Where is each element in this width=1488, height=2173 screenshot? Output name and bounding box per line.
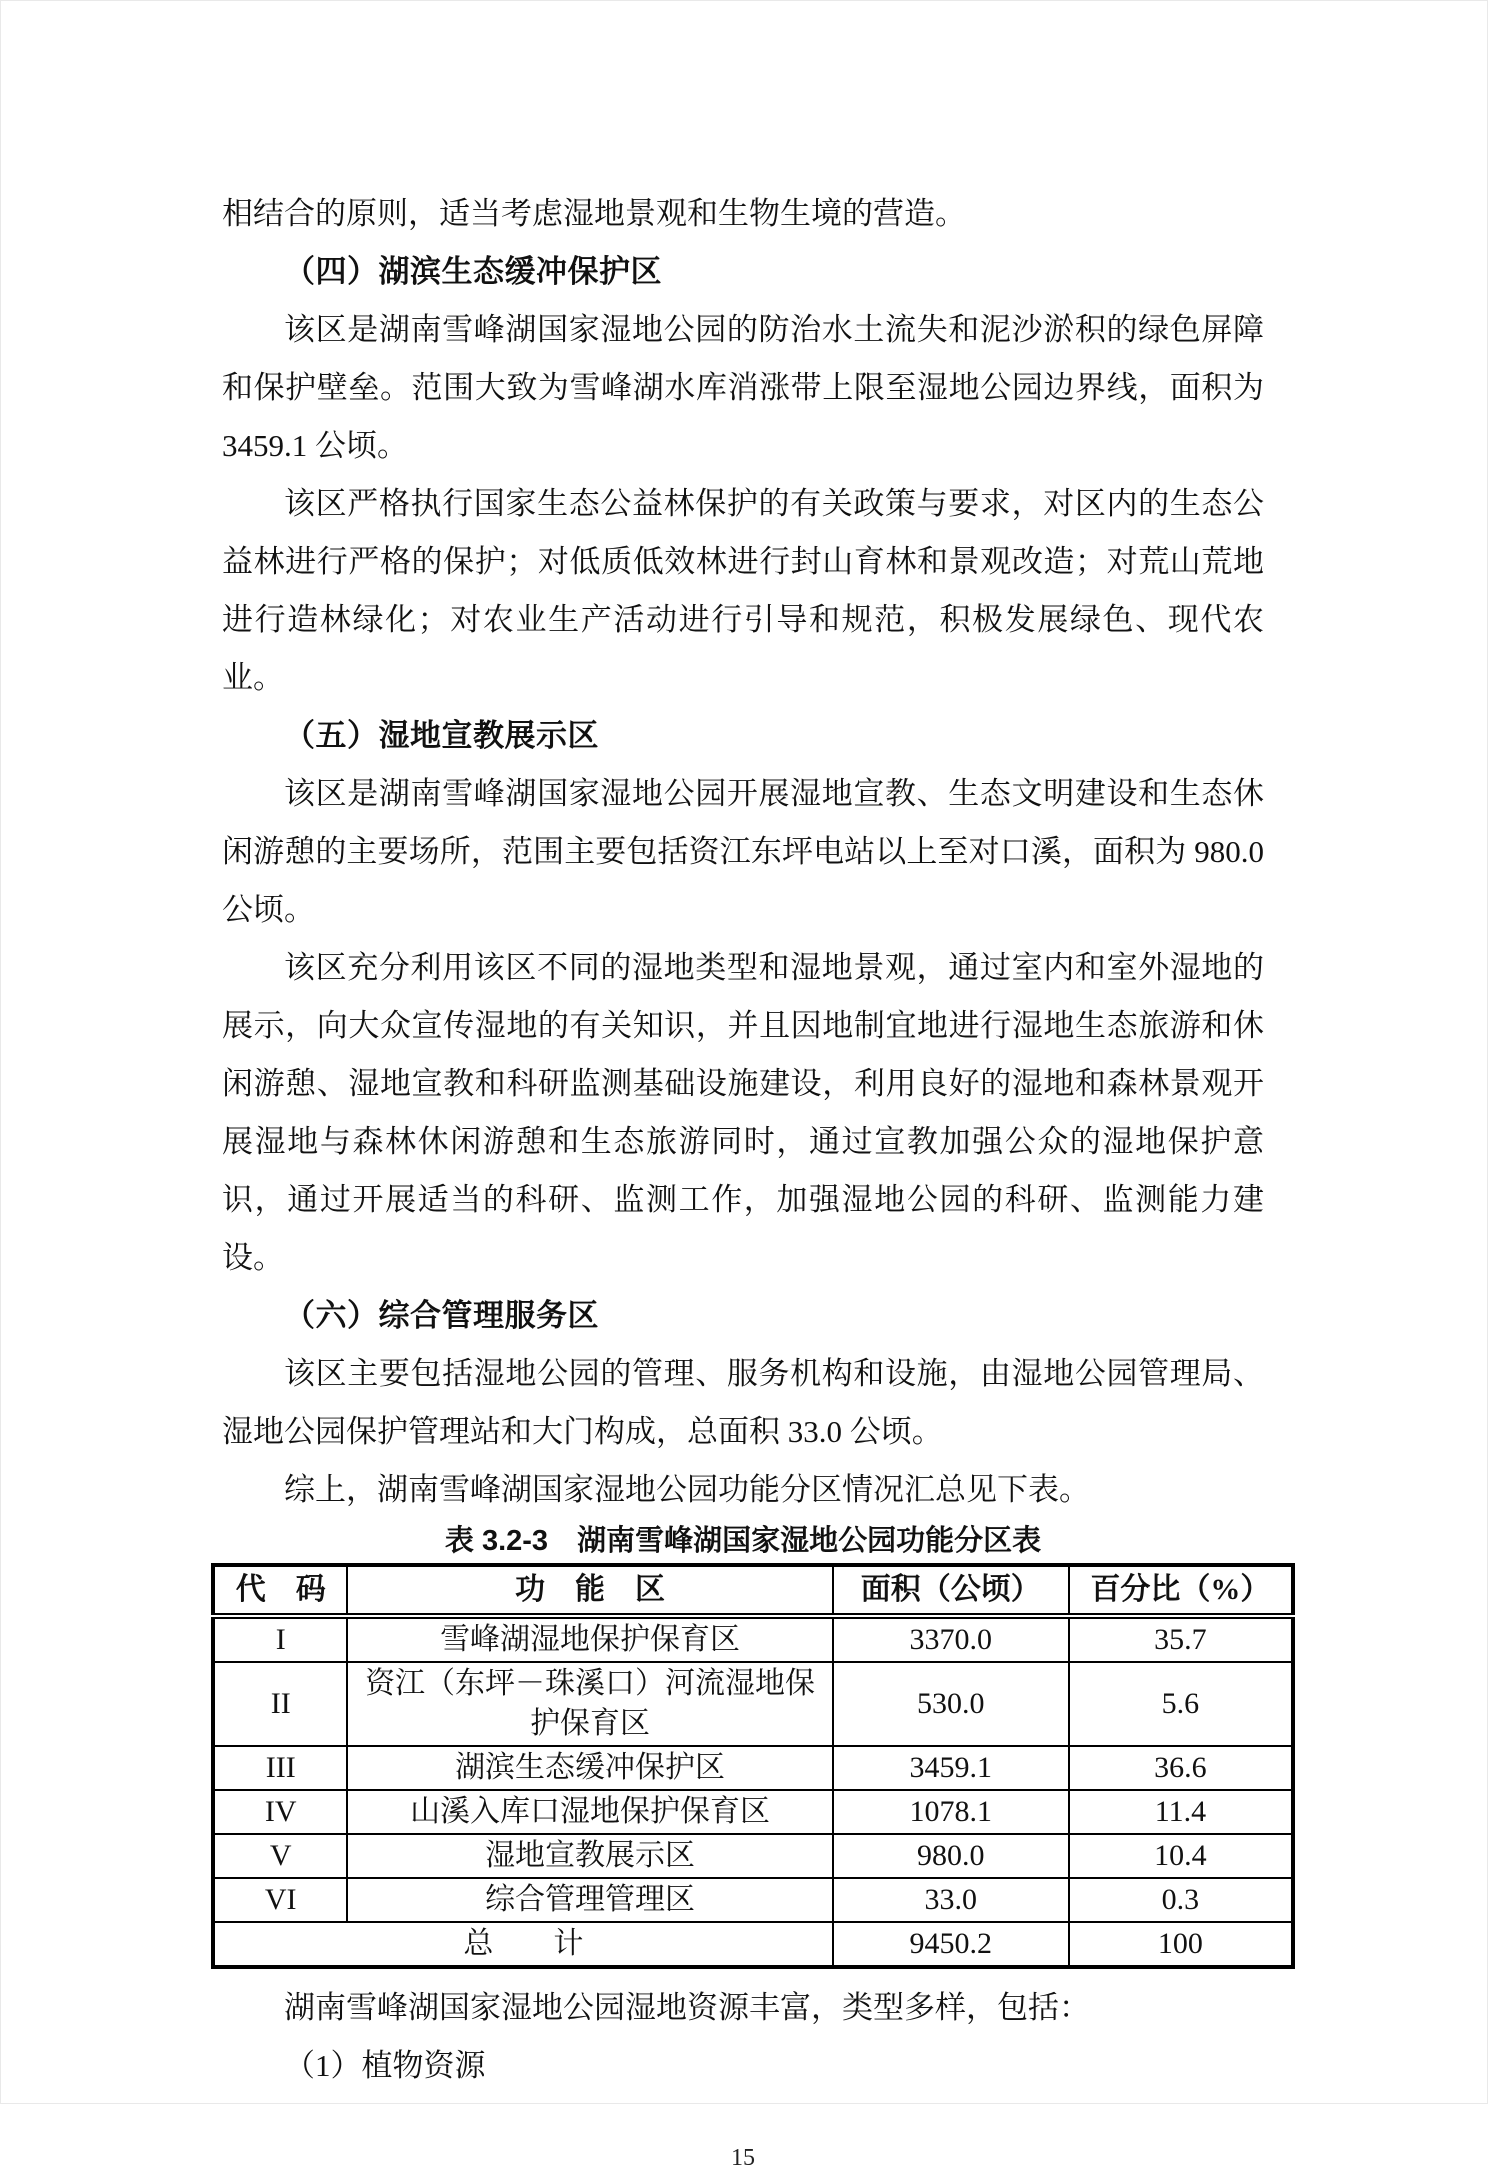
cell-percent: 5.6 xyxy=(1069,1662,1293,1746)
cell-zone: 雪峰湖湿地保护保育区 xyxy=(347,1616,832,1662)
cell-percent: 0.3 xyxy=(1069,1878,1293,1922)
section-heading: （五）湿地宣教展示区 xyxy=(284,718,599,753)
zoning-table xyxy=(211,1563,1295,1969)
table-total-row xyxy=(213,1922,1293,1967)
section-heading: （六）综合管理服务区 xyxy=(284,1298,599,1333)
cell-percent: 10.4 xyxy=(1069,1834,1293,1878)
section-heading: （四）湖滨生态缓冲保护区 xyxy=(284,254,662,289)
cell-area: 3459.1 xyxy=(833,1746,1069,1790)
total-label: 总 计 xyxy=(213,1922,833,1967)
cell-code: IV xyxy=(213,1790,347,1834)
column-header: 代 码 xyxy=(213,1565,347,1616)
cell-percent: 11.4 xyxy=(1069,1790,1293,1834)
paragraph: 该区是湖南雪峰湖国家湿地公园的防治水土流失和泥沙淤积的绿色屏障和保护壁垒。范围大致为雪峰湖水库消涨带上限至湿地公园边界线，面积为 3459.1 公顷。 xyxy=(222,312,1264,463)
body-text-bottom xyxy=(222,1979,1264,2095)
cell-zone: 湖滨生态缓冲保护区 xyxy=(347,1746,832,1790)
paragraph: 该区严格执行国家生态公益林保护的有关政策与要求，对区内的生态公益林进行严格的保护；对低质低效林进行封山育林和景观改造；对荒山荒地进行造林绿化；对农业生产活动进行引导和规范，积极发展绿色、现代农业。 xyxy=(222,486,1264,695)
paragraph: 湖南雪峰湖国家湿地公园湿地资源丰富，类型多样，包括： xyxy=(284,1990,1090,2025)
paragraph: 该区主要包括湿地公园的管理、服务机构和设施，由湿地公园管理局、湿地公园保护管理站和大门构成，总面积 33.0 公顷。 xyxy=(222,1356,1264,1449)
table-row xyxy=(213,1662,1293,1746)
cell-code: VI xyxy=(213,1878,347,1922)
paragraph: 该区充分利用该区不同的湿地类型和湿地景观，通过室内和室外湿地的展示，向大众宣传湿地的有关知识，并且因地制宜地进行湿地生态旅游和休闲游憩、湿地宣教和科研监测基础设施建设，利用良好的湿地和森林景观开展湿地与森林休闲游憩和生态旅游同时，通过宣教加强公众的湿地保护意识，通过开展适当的科研、监测工作，加强湿地公园的科研、监测能力建设。 xyxy=(222,950,1264,1275)
cell-zone: 山溪入库口湿地保护保育区 xyxy=(347,1790,832,1834)
table-row xyxy=(213,1746,1293,1790)
cell-area: 980.0 xyxy=(833,1834,1069,1878)
cell-code: II xyxy=(213,1662,347,1746)
paragraph: 该区是湖南雪峰湖国家湿地公园开展湿地宣教、生态文明建设和生态休闲游憩的主要场所，范围主要包括资江东坪电站以上至对口溪，面积为 980.0 公顷。 xyxy=(222,776,1264,927)
column-header: 面积（公顷） xyxy=(833,1565,1069,1616)
cell-area: 33.0 xyxy=(833,1878,1069,1922)
cell-code: III xyxy=(213,1746,347,1790)
column-header: 功 能 区 xyxy=(347,1565,832,1616)
table-row xyxy=(213,1616,1293,1662)
total-area: 9450.2 xyxy=(833,1922,1069,1967)
cell-zone: 综合管理管理区 xyxy=(347,1878,832,1922)
table-row xyxy=(213,1878,1293,1922)
table-caption: 表 3.2-3 湖南雪峰湖国家湿地公园功能分区表 xyxy=(444,1525,1042,1557)
cell-zone: 资江（东坪－珠溪口）河流湿地保护保育区 xyxy=(347,1662,832,1746)
cell-percent: 36.6 xyxy=(1069,1746,1293,1790)
page-number: 15 xyxy=(731,2145,755,2171)
cell-area: 3370.0 xyxy=(833,1616,1069,1662)
paragraph: 相结合的原则，适当考虑湿地景观和生物生境的营造。 xyxy=(222,196,966,231)
column-header: 百分比（%） xyxy=(1069,1565,1293,1616)
body-text-top xyxy=(222,185,1264,1519)
cell-code: V xyxy=(213,1834,347,1878)
table-row xyxy=(213,1834,1293,1878)
table-row xyxy=(213,1790,1293,1834)
cell-area: 530.0 xyxy=(833,1662,1069,1746)
paragraph: （1）植物资源 xyxy=(284,2048,486,2083)
cell-percent: 35.7 xyxy=(1069,1616,1293,1662)
cell-code: I xyxy=(213,1616,347,1662)
paragraph: 综上，湖南雪峰湖国家湿地公园功能分区情况汇总见下表。 xyxy=(284,1472,1090,1507)
cell-area: 1078.1 xyxy=(833,1790,1069,1834)
table-header-row xyxy=(213,1565,1293,1616)
total-percent: 100 xyxy=(1069,1922,1293,1967)
cell-zone: 湿地宣教展示区 xyxy=(347,1834,832,1878)
